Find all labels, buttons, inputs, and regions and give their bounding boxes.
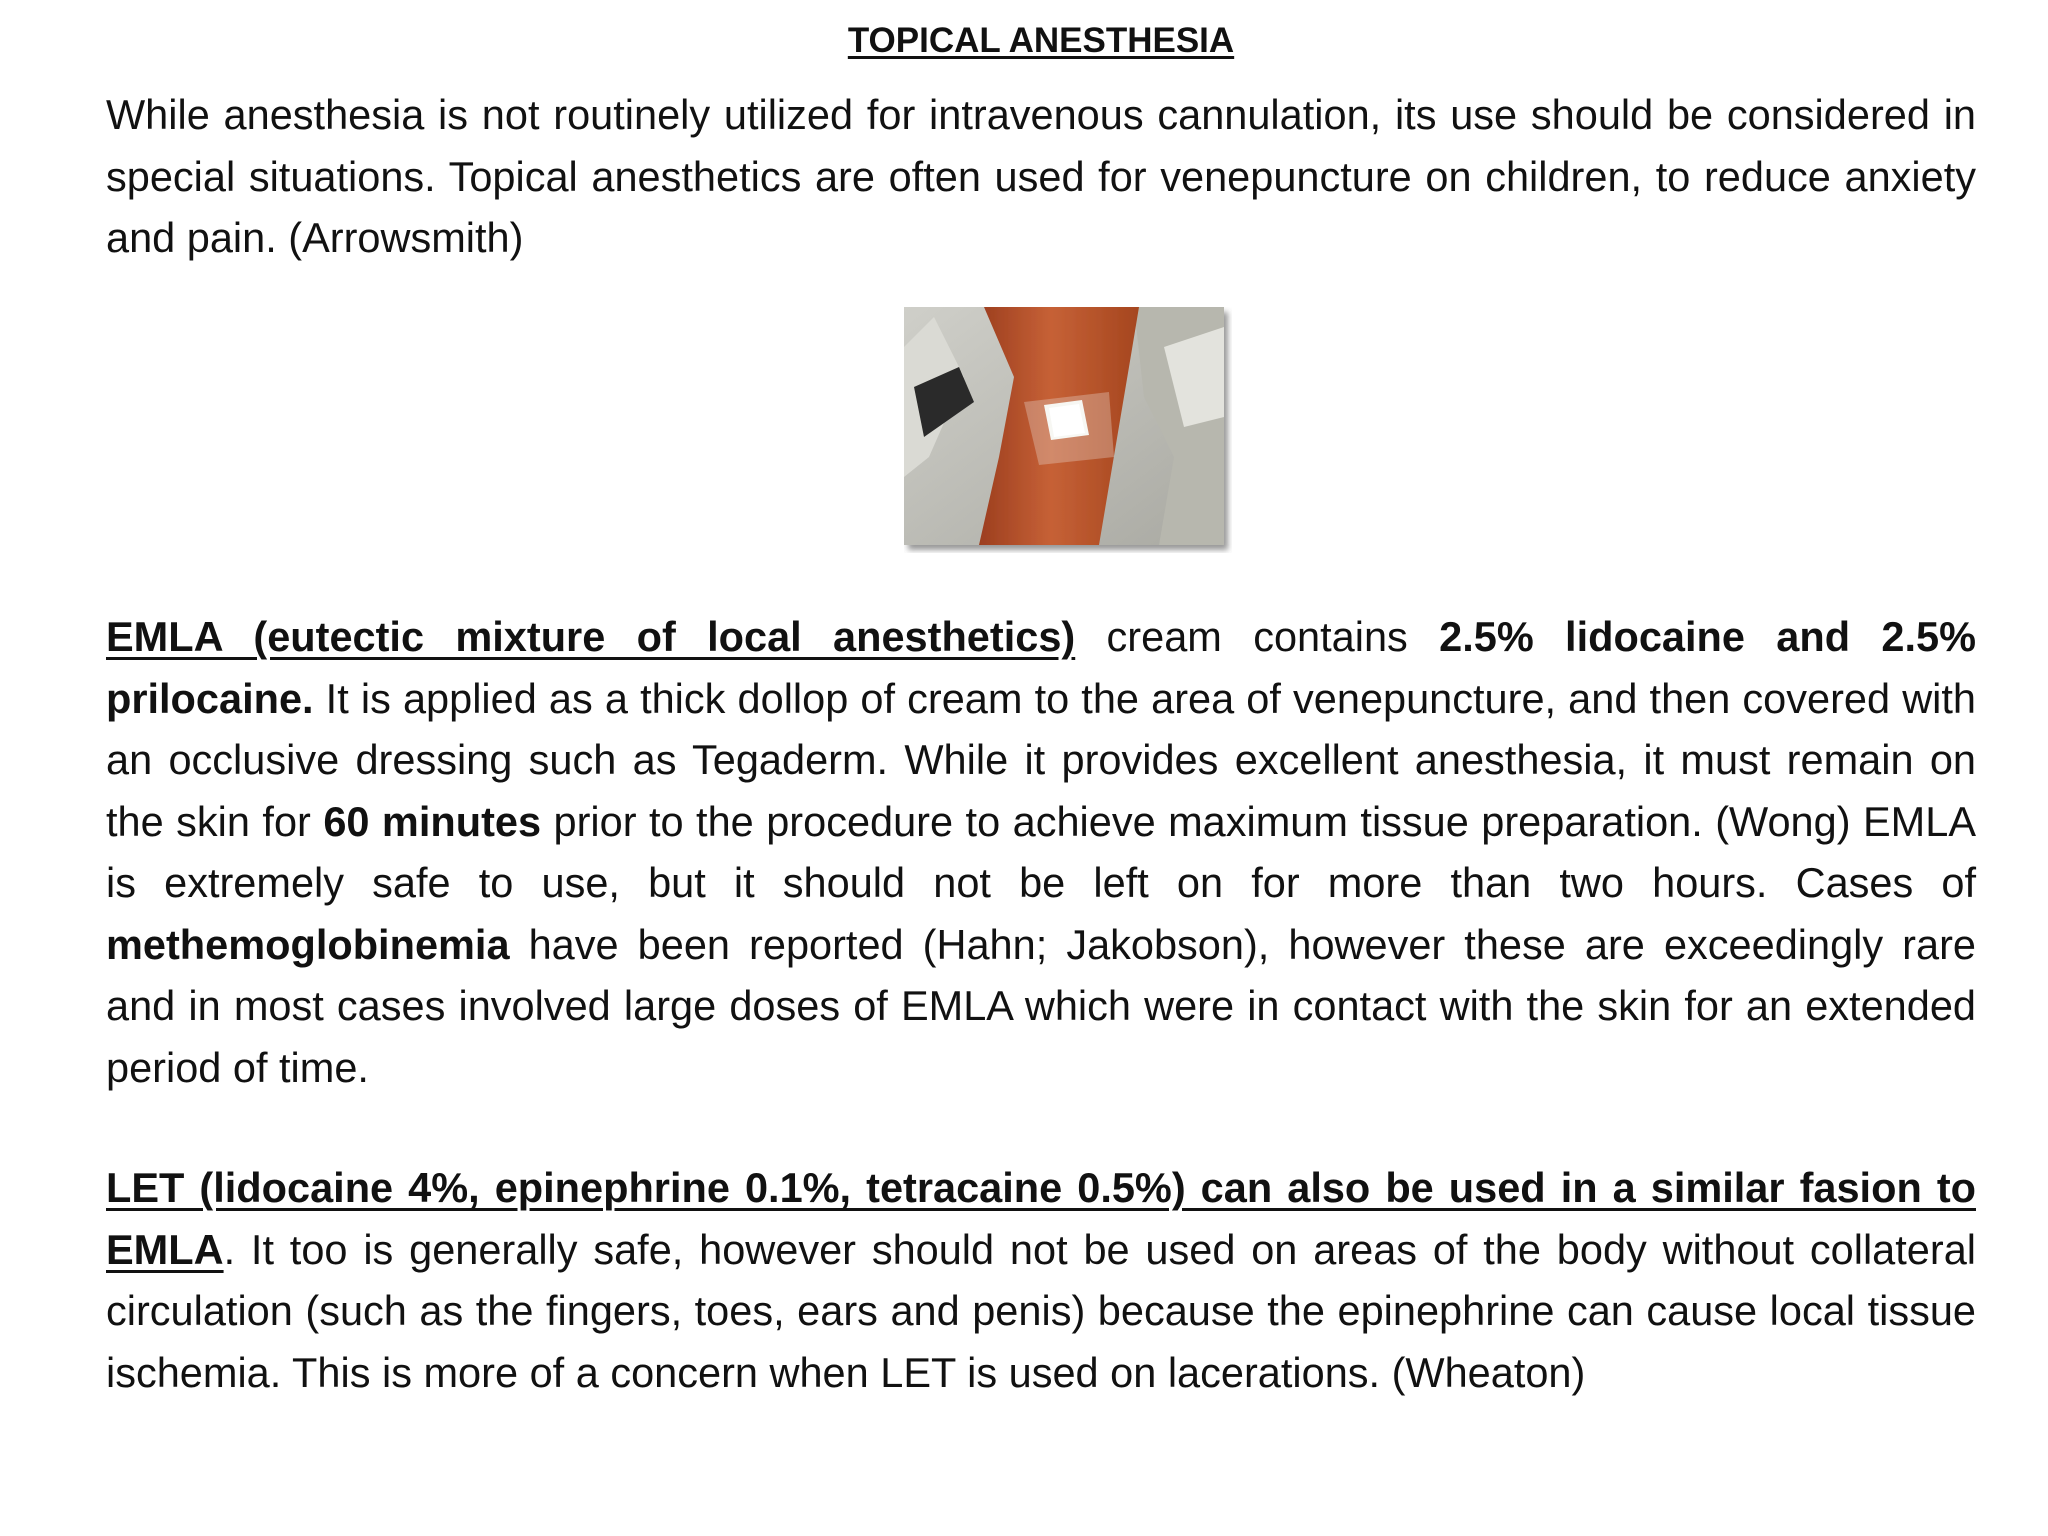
document-page [106, 0, 1976, 1396]
emla-dose: 2.5% lidocaine and 2.5% prilocaine. [106, 613, 1976, 722]
let-text: . It too is generally safe, however should not be used on areas of the body without collateral circulation (such as the fingers, toes, ears and penis) because the epinephrine can cause local tissue ischemia. This is more of a concern when LET is used on lacerations. (Wheaton) [106, 1225, 1976, 1396]
let-heading: LET (lidocaine 4%, epinephrine 0.1%, tetracaine 0.5%) can also be used in a similar fasion to EMLA [106, 1164, 1976, 1273]
emla-condition: methemoglobinemia [106, 920, 510, 968]
let-paragraph [106, 1157, 1976, 1403]
emla-text-2: It is applied as a thick dollop of cream to the area of venepuncture, and then covered with an occlusive dressing such as Tegaderm. While it provides excellent anesthesia, it must remain on the skin for [106, 674, 1976, 845]
emla-text-4: have been reported (Hahn; Jakobson), however these are exceedingly rare and in most cases involved large doses of EMLA which were in contact with the skin for an extended period of time. [106, 920, 1976, 1091]
emla-text-1: cream contains [1075, 613, 1440, 660]
emla-text-3: prior to the procedure to achieve maximum tissue preparation. (Wong) EMLA is extremely safe to use, but it should not be left on for more than two hours. Cases of [106, 797, 1976, 906]
page-title [106, 18, 1976, 64]
emla-paragraph [106, 606, 1976, 1098]
emla-time: 60 minutes [323, 797, 542, 845]
emla-heading: EMLA (eutectic mixture of local anesthetics) [106, 613, 1076, 660]
page-title-text: TOPICAL ANESTHESIA [847, 21, 1235, 60]
intro-paragraph: While anesthesia is not routinely utilized for intravenous cannulation, its use should be considered in special situations. Topical anesthetics are often used for venepuncture on children, to reduce anxiety and pain. (Arrowsmith) [106, 91, 1976, 261]
arm-dressing-photo [904, 307, 1232, 553]
